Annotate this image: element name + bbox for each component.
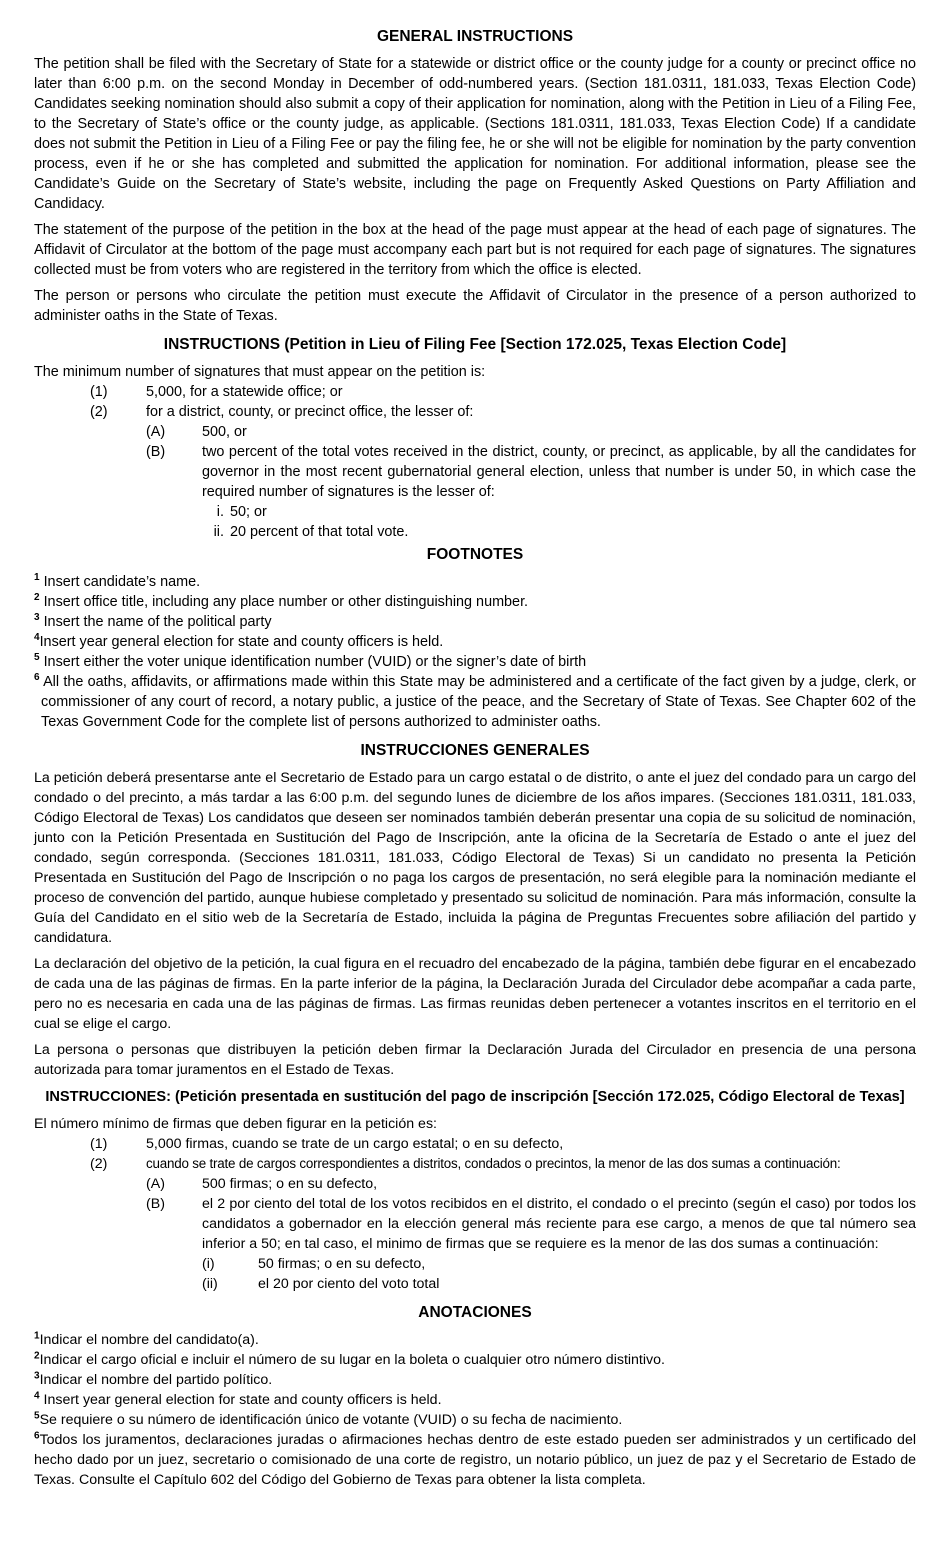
instructions-heading: INSTRUCTIONS (Petition in Lieu of Filing Fee [Section 172.025, Texas Election Code] <box>163 336 787 353</box>
list-item: i. 50; or <box>216 504 267 520</box>
anotacion-item: $^1$Indicar el nombre del candidato(a). <box>34 1330 259 1348</box>
instrucciones-heading: INSTRUCCIONES: (Petición presentada en sustitución del pago de inscripción [Sección 172.025, Código Electoral de Texas] <box>45 1089 905 1105</box>
list-item: (ii) el 20 por ciento del voto total <box>202 1276 440 1292</box>
list-item: (B) two percent of the total votes received in the district, county, or precinct, as applicable, by all the candidates for governor in the most recent gubernatorial general election, unless that number is under 50, in which case the required number of signatures is the lesser of: <box>146 444 916 500</box>
general-paragraph-3: The person or persons who circulate the petition must execute the Affidavit of Circulator in the presence of a person authorized to administer oaths in the State of Texas. <box>34 288 916 324</box>
footnote-item: $^6$ All the oaths, affidavits, or affirmations made within this State may be administered and a certificate of the fact given by a judge, clerk, or commissioner of any court of record, a notary public, a justice of the peace, and the Secretary of State of Texas. See Chapter 602 of the Texas Government Code for the complete list of persons authorized to administer oaths. <box>34 672 916 730</box>
anotacion-item: $^4$ Insert year general election for state and county officers is held. <box>34 1390 442 1408</box>
list-item: (2) cuando se trate de cargos correspondientes a distritos, condados o precintos, la menor de las dos sumas a continuación: <box>90 1156 841 1172</box>
anotaciones-heading: ANOTACIONES <box>418 1304 532 1321</box>
footnote-item: $^5$ Insert either the voter unique identification number (VUID) or the signer’s date of birth <box>34 652 587 670</box>
list-item: (1) 5,000 firmas, cuando se trate de un cargo estatal; o en su defecto, <box>90 1136 564 1152</box>
footnotes-heading: FOOTNOTES <box>426 546 524 563</box>
anotaciones-list <box>34 1330 916 1490</box>
list-item: (B) el 2 por ciento del total de los votos recibidos en el distrito, el condado o el precinto (según el caso) por todos los candidatos a gobernador en la elección general más reciente para ese cargo, a menos de que tal número sea inferior a 50; en tal caso, el minimo de firmas que se requiere es la menor de las dos sumas a continuación: <box>146 1196 916 1252</box>
footnote-item: $^3$ Insert the name of the political party <box>34 612 272 630</box>
general-paragraph-1: The petition shall be filed with the Secretary of State for a statewide or district office or the county judge for a county or precinct office no later than 6:00 p.m. on the second Monday in December of odd-numbered years. (Section 181.0311, 181.033, Texas Election Code) Candidates seeking nomination should also submit a copy of their application for nomination, along with the Petition in Lieu of a Filing Fee, to the Secretary of State’s office or the county judge, as applicable. (Sections 181.0311, 181.033, Texas Election Code) If a candidate does not submit the Petition in Lieu of a Filing Fee or pay the filing fee, he or she will not be eligible for nomination by the party convention process, even if he or she has completed and submitted the application for nomination. For additional information, please see the Candidate’s Guide on the Secretary of State’s website, including the page on Frequently Asked Questions on Party Affiliation and Candidacy. <box>34 56 916 212</box>
instructions-intro: The minimum number of signatures that must appear on the petition is: <box>34 364 486 380</box>
anotacion-item: $^2$Indicar el cargo oficial e incluir el número de su lugar en la boleta o cualquier otro número distintivo. <box>34 1350 665 1368</box>
instructions-list <box>34 382 916 542</box>
list-item: ii. 20 percent of that total vote. <box>213 524 409 540</box>
generales-paragraph-1: La petición deberá presentarse ante el Secretario de Estado para un cargo estatal o de distrito, o ante el juez del condado para un cargo del condado o del precinto, a más tardar a las 6:00 p.m. del segundo lunes de diciembre de los años impares. (Secciones 181.0311, 181.033, Código Electoral de Texas) Los candidatos que deseen ser nominados también deberán presentar una copia de su solicitud de nominación, junto con la Petición Presentada en Sustitución del Pago de Inscripción, ante la oficina de la Secretaría de Estado o ante el juez del condado, según corresponda. (Secciones 181.0311, 181.033, Código Electoral de Texas) Si un candidato no presenta la Petición Presentada en Sustitución del Pago de Inscripción o no paga los cargos de presentación, no será elegible para la nominación mediante el proceso de convención del partido, aunque hubiese completado y presentado su solicitud de nominación. Para más información, consulte la Guía del Candidato en el sitio web de la Secretaría de Estado, incluida la página de Preguntas Frecuentes sobre afiliación del partido y candidatura. <box>34 770 916 946</box>
list-item: (A) 500 firmas; o en su defecto, <box>146 1176 378 1192</box>
anotacion-item: $^6$Todos los juramentos, declaraciones juradas o afirmaciones hechas dentro de este estado pueden ser administrados y un certificado del hecho dado por un juez, secretario o comisionado de una corte de registro, un notario público, un juez de paz y el Secretario de Estado de Texas. Consulte el Capítulo 602 del Código del Gobierno de Texas para obtener la lista completa. <box>34 1430 916 1488</box>
footnotes-list <box>34 572 916 732</box>
instrucciones-generales-heading: INSTRUCCIONES GENERALES <box>360 742 590 759</box>
footnote-item: $^2$ Insert office title, including any place number or other distinguishing number. <box>34 592 529 610</box>
list-item: (1) 5,000, for a statewide office; or <box>90 384 343 400</box>
list-item: (2) for a district, county, or precinct office, the lesser of: <box>90 404 474 420</box>
anotacion-item: $^5$Se requiere o su número de identificación único de votante (VUID) o su fecha de nacimiento. <box>34 1410 623 1428</box>
list-item: (A) 500, or <box>146 424 247 440</box>
generales-paragraph-3: La persona o personas que distribuyen la petición deben firmar la Declaración Jurada del Circulador en presencia de una persona autorizada para tomar juramentos en el Estado de Texas. <box>34 1042 916 1078</box>
general-instructions-heading: GENERAL INSTRUCTIONS <box>376 28 574 45</box>
footnote-item: $^1$ Insert candidate’s name. <box>34 572 201 590</box>
instrucciones-intro: El número mínimo de firmas que deben figurar en la petición es: <box>34 1116 437 1132</box>
anotacion-item: $^3$Indicar el nombre del partido político. <box>34 1370 273 1388</box>
instrucciones-list <box>34 1134 916 1294</box>
list-item: (i) 50 firmas; o en su defecto, <box>202 1256 426 1272</box>
general-paragraph-2: The statement of the purpose of the petition in the box at the head of the page must appear at the head of each page of signatures. The Affidavit of Circulator at the bottom of the page must accompany each part but is not required for each page of signatures. The signatures collected must be from voters who are registered in the territory from which the office is elected. <box>34 222 916 278</box>
footnote-item: $^4$Insert year general election for state and county officers is held. <box>34 632 444 650</box>
generales-paragraph-2: La declaración del objetivo de la petición, la cual figura en el recuadro del encabezado de la página, también debe figurar en el encabezado de cada una de las páginas de firmas. En la parte inferior de la página, la Declaración Jurada del Circulador debe acompañar a cada parte, pero no es necesaria en cada una de las páginas de firmas. Las firmas reunidas deben pertenecer a votantes inscritos en el territorio en el cual se elige el cargo. <box>34 956 916 1032</box>
